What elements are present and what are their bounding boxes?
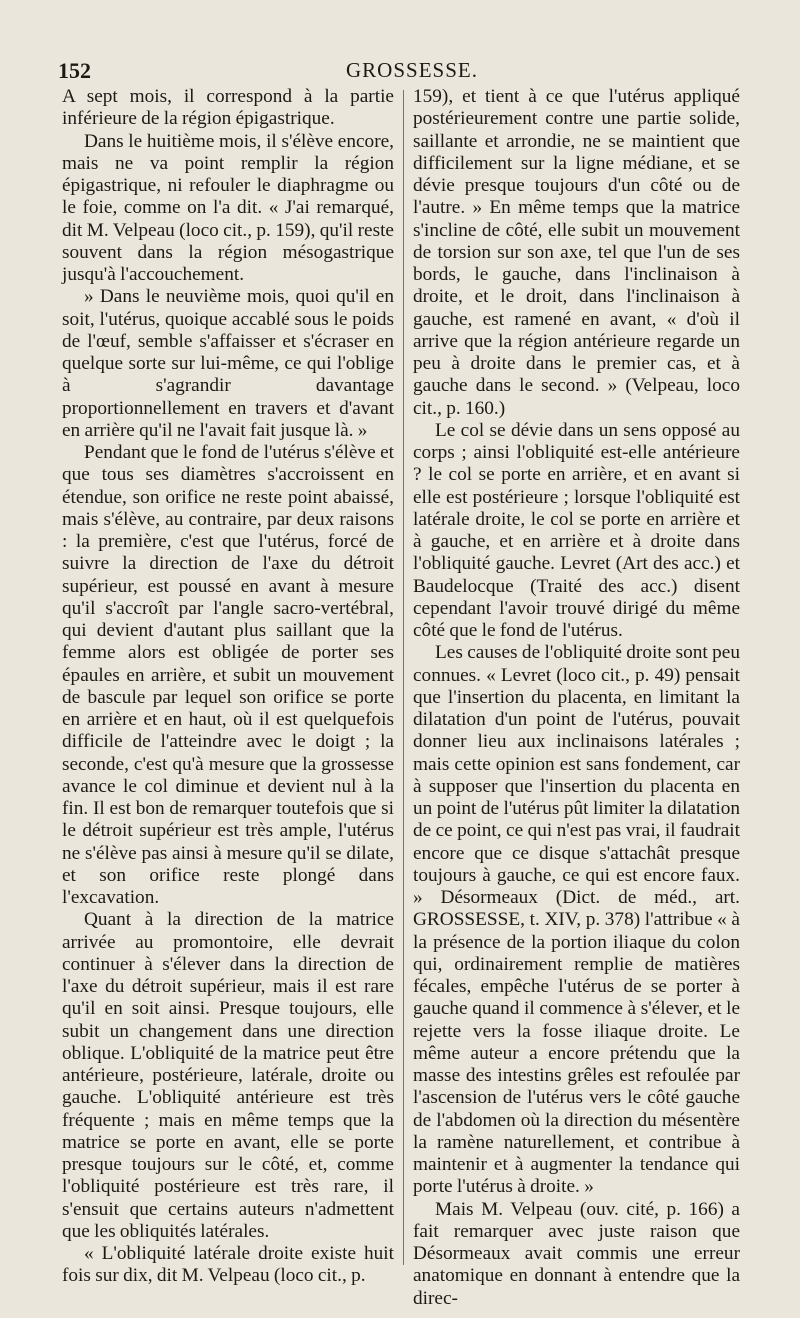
paragraph: Le col se dévie dans un sens opposé au corps ; ainsi l'obliquité est-elle antérieure ? le col se porte en arrière, et en avant si elle est postérieure ; lorsque l'obliquité est latérale droite, le col se porte en arrière et à gauche, et en arrière et à droite dans l'obliquité gauche. Levret (Art des acc.) et Baudelocque (Traité des acc.) disent cependant l'avoir trouvé dirigé du même côté que le fond de l'utérus. xyxy=(413,419,740,641)
page-number: 152 xyxy=(58,58,91,83)
paragraph: 159), et tient à ce que l'utérus appliqué postérieurement contre une partie solide, saillante et arrondie, ne se maintient que difficilement sur la ligne médiane, et se dévie presque toujours d'un côté ou de l'autre. » En même temps que la matrice s'incline de côté, elle subit un mouvement de torsion sur son axe, tel que l'un de ses bords, le gauche, dans l'inclinaison à droite, et le droit, dans l'inclinaison à gauche, est ramené en avant, « d'où il arrive que la région antérieure regarde un peu à droite dans le premier cas, et à gauche dans le second. » (Velpeau, loco cit., p. 160.) xyxy=(413,86,740,419)
right-column xyxy=(413,86,740,1310)
paragraph: A sept mois, il correspond à la partie inférieure de la région épigastrique. xyxy=(62,86,394,130)
page-header xyxy=(0,58,800,84)
paragraph: « L'obliquité latérale droite existe huit fois sur dix, dit M. Velpeau (loco cit., p. xyxy=(62,1243,394,1287)
paragraph: » Dans le neuvième mois, quoi qu'il en soit, l'utérus, quoique accablé sous le poids de l'œuf, semble s'affaisser et s'écraser en quelque sorte sur lui-même, ce qui l'oblige à s'agrandir davantage proportionnellement en travers et d'avant en arrière qu'il ne l'avait fait jusque là. » xyxy=(62,286,394,441)
paragraph: Mais M. Velpeau (ouv. cité, p. 166) a fait remarquer avec juste raison que Désormeaux avait commis une erreur anatomique en donnant à entendre que la direc- xyxy=(413,1198,740,1309)
paragraph: Pendant que le fond de l'utérus s'élève et que tous ses diamètres s'accroissent en étendue, son orifice ne reste point abaissé, mais s'élève, au contraire, par deux raisons : la première, c'est que l'utérus, forcé de suivre la direction de l'axe du détroit supérieur, est poussé en avant à mesure qu'il s'accroît par l'angle sacro-vertébral, qui devient d'autant plus saillant que la femme alors est obligée de porter ses épaules en arrière, et subit un mouvement de bascule par lequel son orifice se porte en arrière et en haut, où il est quelquefois difficile de l'atteindre avec le doigt ; la seconde, c'est qu'à mesure que la grossesse avance le col diminue et devient nul à la fin. Il est bon de remarquer toutefois que si le détroit supérieur est très ample, l'utérus ne s'élève pas ainsi à mesure qu'il se dilate, et son orifice reste plongé dans l'excavation. xyxy=(62,442,394,908)
left-column xyxy=(62,86,394,1288)
running-head: GROSSESSE. xyxy=(346,58,478,82)
paragraph: Les causes de l'obliquité droite sont peu connues. « Levret (loco cit., p. 49) pensait que l'insertion du placenta, en limitant la dilatation d'un point de l'utérus, pouvait donner lieu aux inclinaisons latérales ; mais cette opinion est sans fondement, car à supposer que l'insertion du placenta en un point de l'utérus pût limiter la dilatation de ce point, ce qui n'est pas vrai, il faudrait encore que ce disque s'attachât presque toujours à gauche, ce qui est encore faux. » Désormeaux (Dict. de méd., art. GROSSESSE, t. XIV, p. 378) l'attribue « à la présence de la portion iliaque du colon qui, ordinairement remplie de matières fécales, empêche l'utérus de se porter à gauche quand il commence à s'élever, et le rejette vers la fosse iliaque droite. Le même auteur a encore prétendu que la masse des intestins grêles est refoulée par l'ascension de l'utérus vers le côté gauche de l'abdomen où la direction du mésentère la ramène naturellement, et contribue à maintenir et à augmenter la tendance qui porte l'utérus à droite. » xyxy=(413,642,740,1198)
column-divider xyxy=(403,90,404,1265)
paragraph: Quant à la direction de la matrice arrivée au promontoire, elle devrait continuer à s'élever dans la direction de l'axe du détroit supérieur, mais il est rare qu'il en soit ainsi. Presque toujours, elle subit un changement dans une direction oblique. L'obliquité de la matrice peut être antérieure, postérieure, latérale, droite ou gauche. L'obliquité antérieure est très fréquente ; mais en même temps que la matrice se porte en avant, elle se porte presque toujours sur le côté, et, comme l'obliquité postérieure est très rare, il s'ensuit que certains auteurs n'admettent que les obliquités latérales. xyxy=(62,909,394,1242)
paragraph: Dans le huitième mois, il s'élève encore, mais ne va point remplir la région épigastrique, ni refouler le diaphragme ou le foie, comme on l'a dit. « J'ai remarqué, dit M. Velpeau (loco cit., p. 159), qu'il reste souvent dans la région mésogastrique jusqu'à l'accouchement. xyxy=(62,130,394,285)
